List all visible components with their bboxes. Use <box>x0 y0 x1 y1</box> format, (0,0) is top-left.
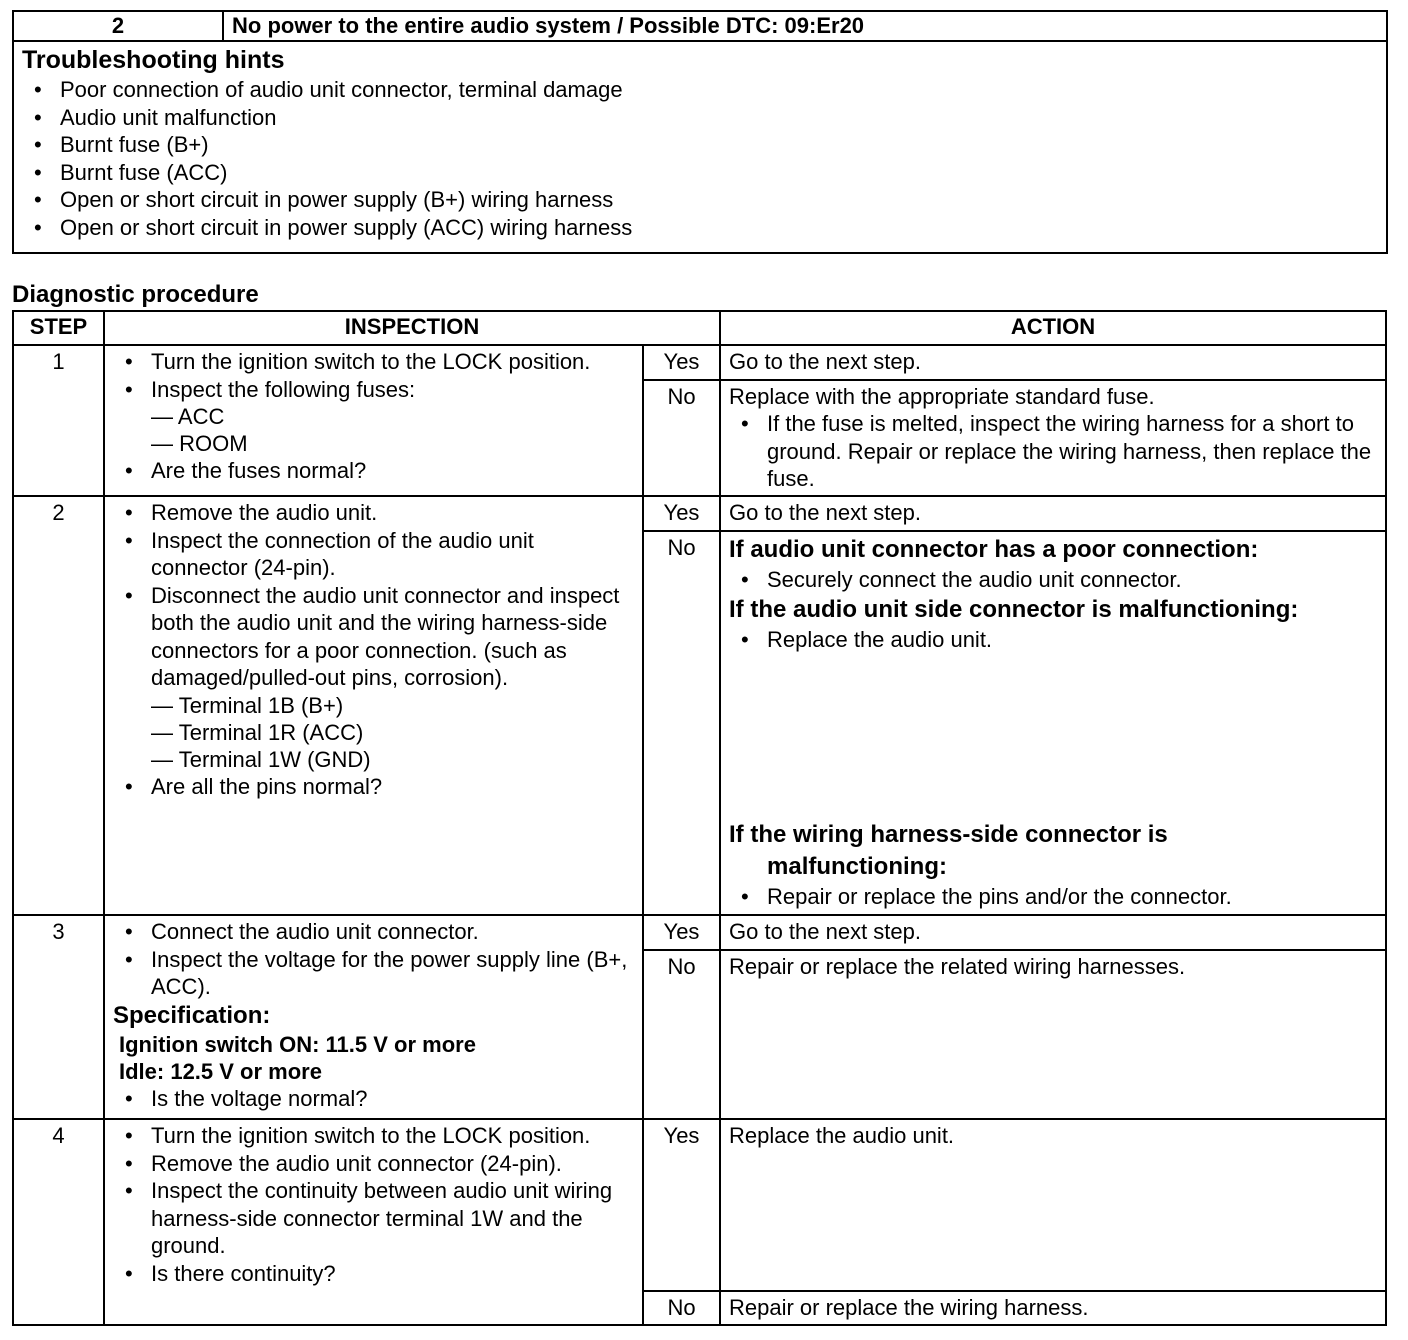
condition-block <box>729 819 1377 911</box>
list-item: • Repair or replace the pins and/or the connector. <box>729 883 1377 911</box>
header-title: No power to the entire audio system / Possible DTC: 09:Er20 <box>232 13 865 38</box>
dash-item: — Terminal 1W (GND) <box>151 746 371 772</box>
step-number: 3 <box>13 915 104 1119</box>
no-action: Repair or replace the wiring harness. <box>720 1291 1386 1325</box>
header-number: 2 <box>14 12 224 40</box>
col-step-header: STEP <box>13 311 104 345</box>
dash-item: — ACC <box>151 404 225 429</box>
list-item: • Are all the pins normal? <box>113 773 634 801</box>
list-item: • Is there continuity? <box>113 1260 634 1288</box>
list-item: • Open or short circuit in power supply (ACC) wiring harness <box>22 214 1378 242</box>
header-row <box>12 10 1388 42</box>
list-item: • Remove the audio unit connector (24-pin). <box>113 1150 634 1178</box>
dash-item: — Terminal 1R (ACC) <box>151 719 364 745</box>
spec-title: Specification: <box>113 1001 271 1029</box>
list-item: • Connect the audio unit connector. <box>113 918 634 946</box>
list-item: • Inspect the connection of the audio unit connector (24-pin). <box>113 527 634 582</box>
list-item: • Are the fuses normal? <box>113 457 634 485</box>
list-item: • Disconnect the audio unit connector and inspect both the audio unit and the wiring harness-side connectors for a poor connection. (such as damaged/pulled-out pins, corrosion). <box>113 582 634 692</box>
diagnostic-procedure-title: Diagnostic procedure <box>12 281 259 308</box>
list-item: • Turn the ignition switch to the LOCK position. <box>113 348 634 376</box>
list-item: • Burnt fuse (ACC) <box>22 159 1378 187</box>
dash-item: — ROOM <box>151 431 248 456</box>
hints-list <box>22 76 1378 241</box>
list-item: • Inspect the continuity between audio unit wiring harness-side connector terminal 1W and the ground. <box>113 1177 634 1260</box>
no-label: No <box>643 531 720 915</box>
list-item: • Poor connection of audio unit connector, terminal damage <box>22 76 1378 104</box>
list-item: • Is the voltage normal? <box>113 1085 634 1113</box>
list-item: • Turn the ignition switch to the LOCK position. <box>113 1122 634 1150</box>
yes-action: Go to the next step. <box>720 496 1386 531</box>
table-row <box>13 915 1386 950</box>
hints-title: Troubleshooting hints <box>22 46 285 74</box>
no-label: No <box>643 950 720 1119</box>
yes-label: Yes <box>643 915 720 950</box>
yes-label: Yes <box>643 1119 720 1291</box>
condition-heading: If the audio unit side connector is malfunctioning: <box>729 595 1299 623</box>
yes-action: Go to the next step. <box>720 915 1386 950</box>
table-header-row <box>13 311 1386 345</box>
list-item: • Burnt fuse (B+) <box>22 131 1378 159</box>
table-row <box>13 1119 1386 1291</box>
step-inspection <box>104 496 643 915</box>
table-row <box>13 496 1386 531</box>
list-item: • Audio unit malfunction <box>22 104 1378 132</box>
table-row <box>13 345 1386 380</box>
list-item: • Replace the audio unit. <box>729 626 1377 654</box>
no-action-text: Replace with the appropriate standard fuse. <box>729 384 1155 409</box>
no-action: Repair or replace the related wiring harnesses. <box>720 950 1386 1119</box>
yes-action: Go to the next step. <box>720 345 1386 380</box>
step-inspection <box>104 915 643 1119</box>
no-action <box>720 380 1386 496</box>
list-item: • Open or short circuit in power supply (B+) wiring harness <box>22 186 1378 214</box>
list-item: • If the fuse is melted, inspect the wiring harness for a short to ground. Repair or replace the wiring harness, then replace the fuse. <box>729 410 1377 493</box>
dash-item: — Terminal 1B (B+) <box>151 692 344 718</box>
list-item: • Remove the audio unit. <box>113 499 634 527</box>
procedure-table <box>12 310 1387 1326</box>
step-inspection <box>104 1119 643 1325</box>
condition-heading-cont: malfunctioning: <box>767 852 947 880</box>
no-action <box>720 531 1386 915</box>
condition-heading: If audio unit connector has a poor connection: <box>729 536 1259 563</box>
list-item: • Securely connect the audio unit connector. <box>729 566 1377 594</box>
page <box>12 10 1388 1326</box>
condition-heading: If the wiring harness-side connector is <box>729 820 1168 848</box>
spec-line: Idle: 12.5 V or more <box>119 1058 322 1084</box>
yes-action: Replace the audio unit. <box>720 1119 1386 1291</box>
no-label: No <box>643 1291 720 1325</box>
spec-line: Ignition switch ON: 11.5 V or more <box>119 1031 476 1057</box>
col-action-header: ACTION <box>720 311 1386 345</box>
step-inspection <box>104 345 643 496</box>
troubleshooting-hints <box>12 42 1388 254</box>
no-label: No <box>643 380 720 496</box>
list-item: • Inspect the voltage for the power supply line (B+, ACC). <box>113 946 634 1001</box>
step-number: 2 <box>13 496 104 915</box>
step-number: 4 <box>13 1119 104 1325</box>
col-inspection-header: INSPECTION <box>104 311 720 345</box>
list-item: • Inspect the following fuses: <box>113 376 634 404</box>
yes-label: Yes <box>643 345 720 380</box>
yes-label: Yes <box>643 496 720 531</box>
step-number: 1 <box>13 345 104 496</box>
